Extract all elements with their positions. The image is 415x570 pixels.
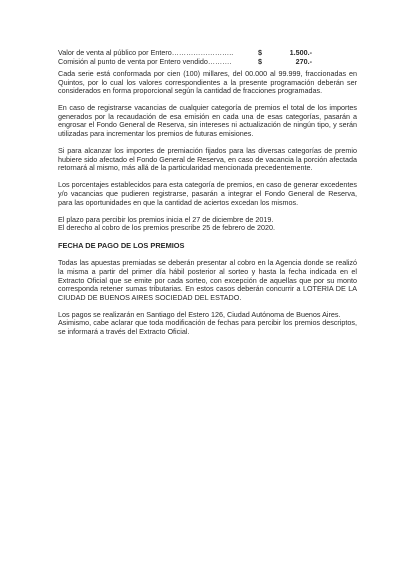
vacancy-paragraph: En caso de registrarse vacancias de cualquier categoría de premios el total de los importes generados por la recaudación de esa emisión en cada una de esas categorías, pasarán a engrosar el Fondo General de Reserva, sin intereses ni actualización de ningún tipo, y serán utilizadas para incrementar los premios de futuras emisiones. <box>58 103 357 139</box>
retail-price-row <box>58 48 357 57</box>
commission-currency: $ <box>258 57 262 66</box>
retail-price-label: Valor de venta al público por Entero…………………….. <box>58 48 234 57</box>
commission-row <box>58 57 357 66</box>
commission-label: Comisión al punto de venta por Entero vendido………. <box>58 57 232 66</box>
retail-price-currency: $ <box>258 48 262 57</box>
date-change-paragraph: Asimismo, cabe aclarar que toda modificación de fechas para percibir los premios descriptos, se informará a través del Extracto Oficial. <box>58 318 357 337</box>
series-paragraph: Cada serie está conformada por cien (100) millares, del 00.000 al 99.999, fraccionadas en Quintos, por lo cual los valores correspondientes a la presente programación deberán ser considerados en forma proporcional según la cantidad de fracciones programadas. <box>58 69 357 96</box>
retail-price-value: 1.500.- <box>289 48 312 57</box>
payment-section-heading: FECHA DE PAGO DE LOS PREMIOS <box>58 241 185 251</box>
reserve-fund-paragraph: Si para alcanzar los importes de premiación fijados para las diversas categorías de premio hubiere sido afectado el Fondo General de Reserva, en caso de vacancia la porción afectada retornará al mismo, más allá de la particularidad mencionada precedentemente. <box>58 146 357 173</box>
percentages-paragraph: Los porcentajes establecidos para esta categoría de premios, en caso de generar excedentes y/o vacancias que pudieren registrarse, pasarán a integrar el Fondo General de Reserva, para las oportunidades en que la cantidad de aciertos excedan los mismos. <box>58 180 357 207</box>
commission-value: 270.- <box>295 57 312 66</box>
payment-paragraph: Todas las apuestas premiadas se deberán presentar al cobro en la Agencia donde se realizó la misma a partir del primer día hábil posterior al sorteo y hasta la fecha indicada en el Extracto Oficial que se emite por cada sorteo, con excepción de aquellas que por su monto corresponda retener sumas tributarias. En estos casos deberán concurrir a LOTERIA DE LA CIUDAD DE BUENOS AIRES SOCIEDAD DEL ESTADO. <box>58 258 357 302</box>
claim-expiry-line: El derecho al cobro de los premios prescribe 25 de febrero de 2020. <box>58 223 275 233</box>
deadlines-block <box>58 216 357 233</box>
payment-location-paragraph: Los pagos se realizarán en Santiago del Estero 126, Ciudad Autónoma de Buenos Aires. <box>58 309 341 319</box>
claim-start-line: El plazo para percibir los premios inicia el 27 de diciembre de 2019. <box>58 214 274 224</box>
